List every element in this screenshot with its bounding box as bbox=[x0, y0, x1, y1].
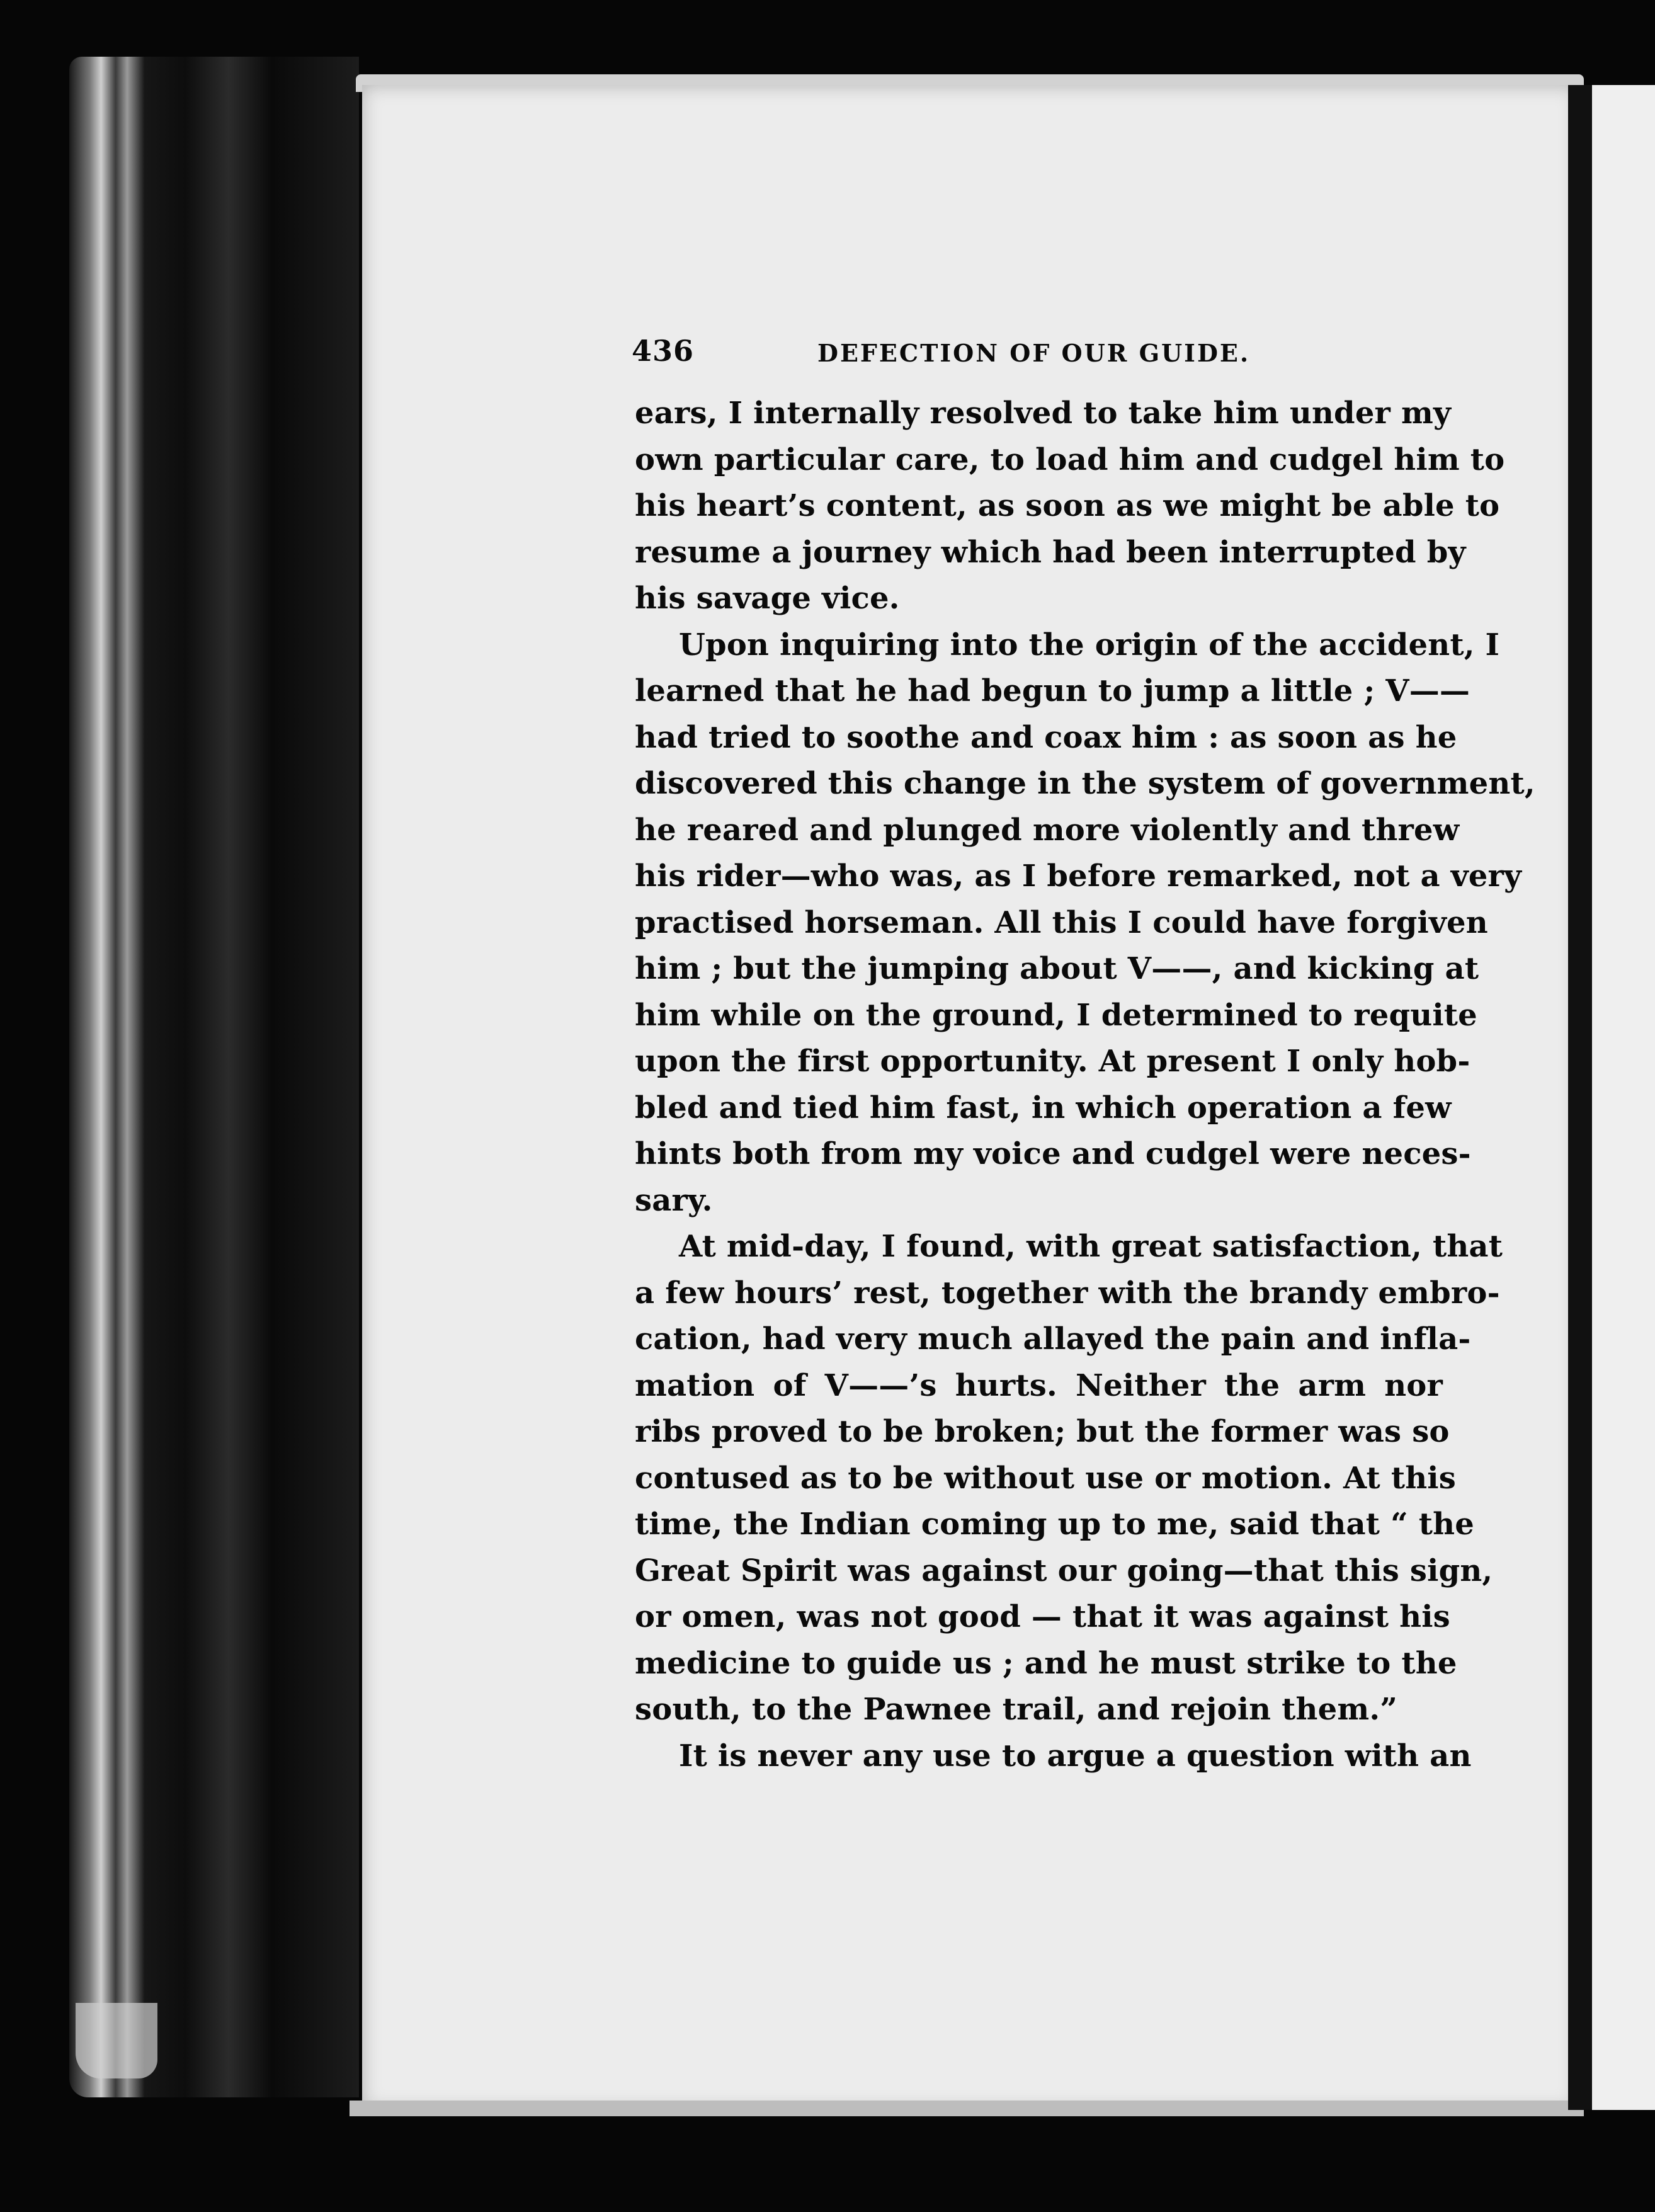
text-line: him ; but the jumping about V——, and kicking at bbox=[635, 951, 1479, 986]
text-line: his rider—who was, as I before remarked, not a very bbox=[635, 858, 1522, 894]
text-line: sary. bbox=[635, 1182, 713, 1218]
page-bottom-edge bbox=[350, 2101, 1584, 2116]
text-line: It is never any use to argue a question with an bbox=[679, 1738, 1472, 1774]
text-line: Great Spirit was against our going—that this sign, bbox=[635, 1553, 1493, 1588]
text-line: his savage vice. bbox=[635, 581, 900, 616]
page-number: 436 bbox=[632, 334, 695, 368]
text-line: him while on the ground, I determined to requite bbox=[635, 997, 1477, 1033]
text-line: At mid-day, I found, with great satisfaction, that bbox=[679, 1229, 1503, 1264]
text-line: he reared and plunged more violently and threw bbox=[635, 812, 1460, 848]
text-line: ribs proved to be broken; but the former was so bbox=[635, 1414, 1450, 1449]
text-line: upon the first opportunity. At present I only hob- bbox=[635, 1044, 1470, 1079]
text-line: his heart’s content, as soon as we might be able to bbox=[635, 488, 1500, 523]
running-head-title: DEFECTION OF OUR GUIDE. bbox=[817, 339, 1251, 367]
text-line: or omen, was not good — that it was against his bbox=[635, 1599, 1450, 1634]
body-text bbox=[635, 391, 1535, 1779]
running-head bbox=[632, 334, 1261, 384]
next-page-edge bbox=[1568, 85, 1655, 2110]
text-line: contused as to be without use or motion. At this bbox=[635, 1460, 1456, 1496]
text-line: learned that he had begun to jump a little ; V—— bbox=[635, 673, 1470, 709]
text-line: cation, had very much allayed the pain and infla- bbox=[635, 1321, 1471, 1357]
text-line: practised horseman. All this I could have forgiven bbox=[635, 904, 1488, 940]
book-spine bbox=[69, 57, 359, 2097]
text-line: bled and tied him fast, in which operation a few bbox=[635, 1090, 1452, 1126]
text-line: hints both from my voice and cudgel were neces- bbox=[635, 1136, 1471, 1172]
text-line: a few hours’ rest, together with the brandy embro- bbox=[635, 1275, 1500, 1311]
text-line: medicine to guide us ; and he must strike to the bbox=[635, 1645, 1457, 1681]
text-line: south, to the Pawnee trail, and rejoin them.” bbox=[635, 1692, 1398, 1727]
text-line: ears, I internally resolved to take him under my bbox=[635, 396, 1452, 431]
text-line: discovered this change in the system of government, bbox=[635, 766, 1535, 801]
text-line: time, the Indian coming up to me, said that “ the bbox=[635, 1507, 1475, 1542]
text-line: resume a journey which had been interrupted by bbox=[635, 534, 1466, 570]
text-line: had tried to soothe and coax him : as soon as he bbox=[635, 719, 1457, 755]
text-line: mation of V——’s hurts. Neither the arm nor bbox=[635, 1367, 1443, 1403]
text-line: own particular care, to load him and cudgel him to bbox=[635, 442, 1505, 477]
text-line: Upon inquiring into the origin of the accident, I bbox=[679, 627, 1500, 663]
spine-corner bbox=[76, 2003, 157, 2078]
